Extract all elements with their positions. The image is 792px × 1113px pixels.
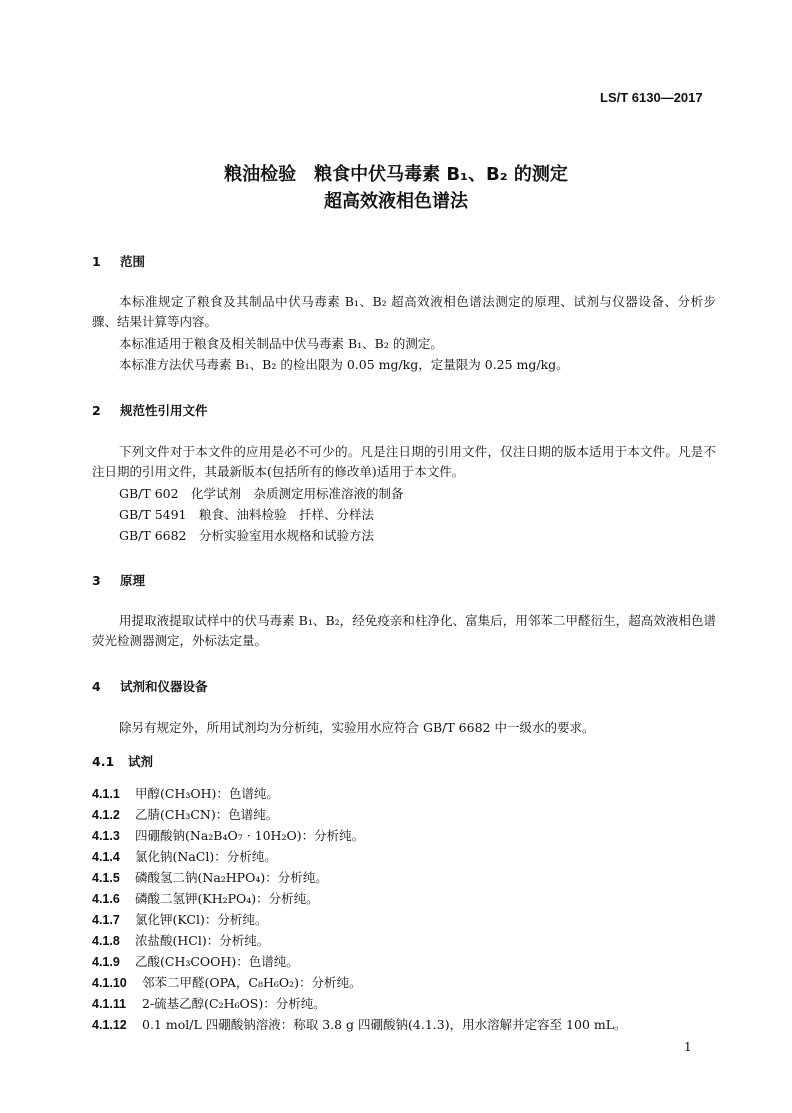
section-2-heading xyxy=(92,401,208,419)
section-1-para-1: 本标准规定了粮食及其制品中伏马毒素 B₁、B₂ 超高效液相色谱法测定的原理、试剂与仪器设备、分析步骤、结果计算等内容。 xyxy=(92,294,716,329)
item-number: 4.1.5 xyxy=(92,871,120,885)
item-number: 4.1.10 xyxy=(92,976,127,990)
reagent-item xyxy=(92,973,362,991)
reagent-item xyxy=(92,868,328,886)
section-title: 范围 xyxy=(120,254,146,269)
section-number: 1 xyxy=(92,254,101,269)
item-number: 4.1.1 xyxy=(92,787,120,801)
reagent-item xyxy=(92,784,279,802)
section-1-para-2: 本标准适用于粮食及相关制品中伏马毒素 B₁、B₂ 的测定。 xyxy=(119,336,443,351)
item-number: 4.1.11 xyxy=(92,997,127,1011)
reagent-item xyxy=(92,931,269,949)
item-number: 4.1.9 xyxy=(92,955,120,969)
reagent-item xyxy=(92,1015,627,1033)
section-number: 2 xyxy=(92,403,101,418)
reagent-item xyxy=(92,952,299,970)
reagent-item xyxy=(92,826,364,844)
section-4-para: 除另有规定外，所用试剂均为分析纯，实验用水应符合 GB/T 6682 中一级水的要求。 xyxy=(119,720,595,735)
reagent-item xyxy=(92,847,277,865)
item-number: 4.1.3 xyxy=(92,829,120,843)
section-3-para: 用提取液提取试样中的伏马毒素 B₁、B₂，经免疫亲和柱净化、富集后，用邻苯二甲醛衍生，超高效液相色谱荧光检测器测定，外标法定量。 xyxy=(92,613,716,648)
item-text: 0.1 mol/L 四硼酸钠溶液：称取 3.8 g 四硼酸钠(4.1.3)，用水溶解并定容至 100 mL。 xyxy=(142,1017,627,1032)
reagent-item xyxy=(92,889,319,907)
reference-gbt5491: GB/T 5491 粮食、油料检验 扦样、分样法 xyxy=(119,507,375,522)
item-text: 乙酸(CH₃COOH)：色谱纯。 xyxy=(135,954,299,969)
item-text: 氯化钾(KCl)：分析纯。 xyxy=(135,912,268,927)
item-number: 4.1.4 xyxy=(92,850,120,864)
item-text: 甲醇(CH₃OH)：色谱纯。 xyxy=(135,786,279,801)
item-number: 4.1.2 xyxy=(92,808,120,822)
reference-gbt6682: GB/T 6682 分析实验室用水规格和试验方法 xyxy=(119,528,375,543)
subsection-title: 试剂 xyxy=(128,754,154,769)
section-title: 试剂和仪器设备 xyxy=(120,679,208,694)
section-number: 3 xyxy=(92,573,101,588)
item-text: 氯化钠(NaCl)：分析纯。 xyxy=(135,849,277,864)
reagent-item xyxy=(92,910,267,928)
document-title-line1: 粮油检验 粮食中伏马毒素 B₁、B₂ 的测定 xyxy=(224,164,568,185)
section-title: 原理 xyxy=(120,573,146,588)
item-number: 4.1.12 xyxy=(92,1018,127,1032)
item-number: 4.1.8 xyxy=(92,934,120,948)
subsection-number: 4.1 xyxy=(92,754,115,769)
item-text: 磷酸氢二钠(Na₂HPO₄)：分析纯。 xyxy=(135,870,328,885)
item-number: 4.1.6 xyxy=(92,892,120,906)
page-number: 1 xyxy=(684,1040,692,1054)
document-title-line2: 超高效液相色谱法 xyxy=(324,191,468,212)
section-4-heading xyxy=(92,677,208,695)
section-1-heading xyxy=(92,252,145,270)
item-text: 磷酸二氢钾(KH₂PO₄)：分析纯。 xyxy=(135,891,319,906)
subsection-4-1-heading xyxy=(92,752,153,770)
reagent-item xyxy=(92,994,326,1012)
section-1-para-3: 本标准方法伏马毒素 B₁、B₂ 的检出限为 0.05 mg/kg，定量限为 0.25 mg/kg。 xyxy=(119,357,569,372)
item-number: 4.1.7 xyxy=(92,913,120,927)
section-number: 4 xyxy=(92,679,101,694)
item-text: 四硼酸钠(Na₂B₄O₇ · 10H₂O)：分析纯。 xyxy=(135,828,365,843)
reagent-item xyxy=(92,805,278,823)
item-text: 浓盐酸(HCl)：分析纯。 xyxy=(135,933,270,948)
item-text: 乙腈(CH₃CN)：色谱纯。 xyxy=(135,807,279,822)
section-2-intro: 下列文件对于本文件的应用是必不可少的。凡是注日期的引用文件，仅注日期的版本适用于本文件。凡是不注日期的引用文件，其最新版本(包括所有的修改单)适用于本文件。 xyxy=(92,444,716,479)
standard-number: LS/T 6130—2017 xyxy=(600,90,703,105)
reference-gbt602: GB/T 602 化学试剂 杂质测定用标准溶液的制备 xyxy=(119,486,404,501)
item-text: 邻苯二甲醛(OPA，C₈H₆O₂)：分析纯。 xyxy=(142,975,362,990)
item-text: 2-硫基乙醇(C₂H₆OS)：分析纯。 xyxy=(142,996,326,1011)
section-title: 规范性引用文件 xyxy=(120,403,208,418)
section-3-heading xyxy=(92,571,145,589)
